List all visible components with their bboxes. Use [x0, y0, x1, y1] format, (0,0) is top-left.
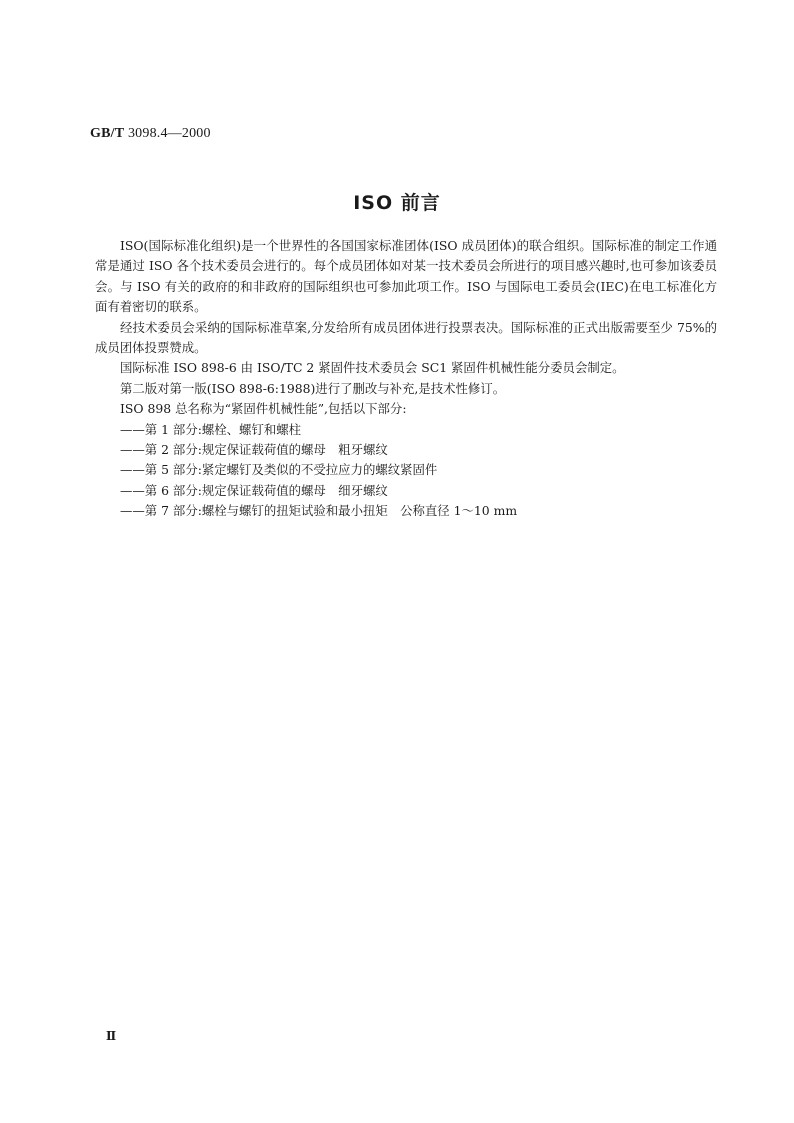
list-item: ——第 6 部分:规定保证载荷值的螺母 细牙螺纹	[120, 482, 388, 498]
paragraph-parts-intro: ISO 898 总名称为“紧固件机械性能”,包括以下部分:	[120, 401, 407, 417]
paragraph-prepared-by: 国际标准 ISO 898-6 由 ISO/TC 2 紧固件技术委员会 SC1 紧固件机械性能分委员会制定。	[120, 360, 625, 376]
paragraph-iso-intro: ISO(国际标准化组织)是一个世界性的各国国家标准团体(ISO 成员团体)的联合组织。国际标准的制定工作通常是通过 ISO 各个技术委员会进行的。每个成员团体如对某一技术委员会所进行的项目感兴趣时,也可参加该委员会。与 ISO 有关的政府的和非政府的国际组织也可参加此项工作。ISO 与国际电工委员会(IEC)在电工标准化方面有着密切的联系。	[95, 238, 717, 315]
standard-number: 3098.4—2000	[127, 126, 211, 141]
list-item: ——第 7 部分:螺栓与螺钉的扭矩试验和最小扭矩 公称直径 1～10 mm	[120, 503, 518, 519]
standard-code	[90, 126, 211, 142]
paragraph-revision: 第二版对第一版(ISO 898-6:1988)进行了删改与补充,是技术性修订。	[120, 380, 506, 396]
list-item: ——第 1 部分:螺栓、螺钉和螺柱	[120, 421, 302, 437]
list-item: ——第 2 部分:规定保证载荷值的螺母 粗牙螺纹	[120, 442, 388, 458]
paragraph-voting: 经技术委员会采纳的国际标准草案,分发给所有成员团体进行投票表决。国际标准的正式出版需要至少 75%的成员团体投票赞成。	[95, 319, 717, 356]
page-number: Ⅱ	[106, 1029, 117, 1043]
standard-prefix: GB/T	[90, 126, 125, 141]
list-item: ——第 5 部分:紧定螺钉及类似的不受拉应力的螺纹紧固件	[120, 462, 438, 478]
document-body	[95, 236, 717, 522]
page-title: ISO 前言	[353, 192, 441, 214]
